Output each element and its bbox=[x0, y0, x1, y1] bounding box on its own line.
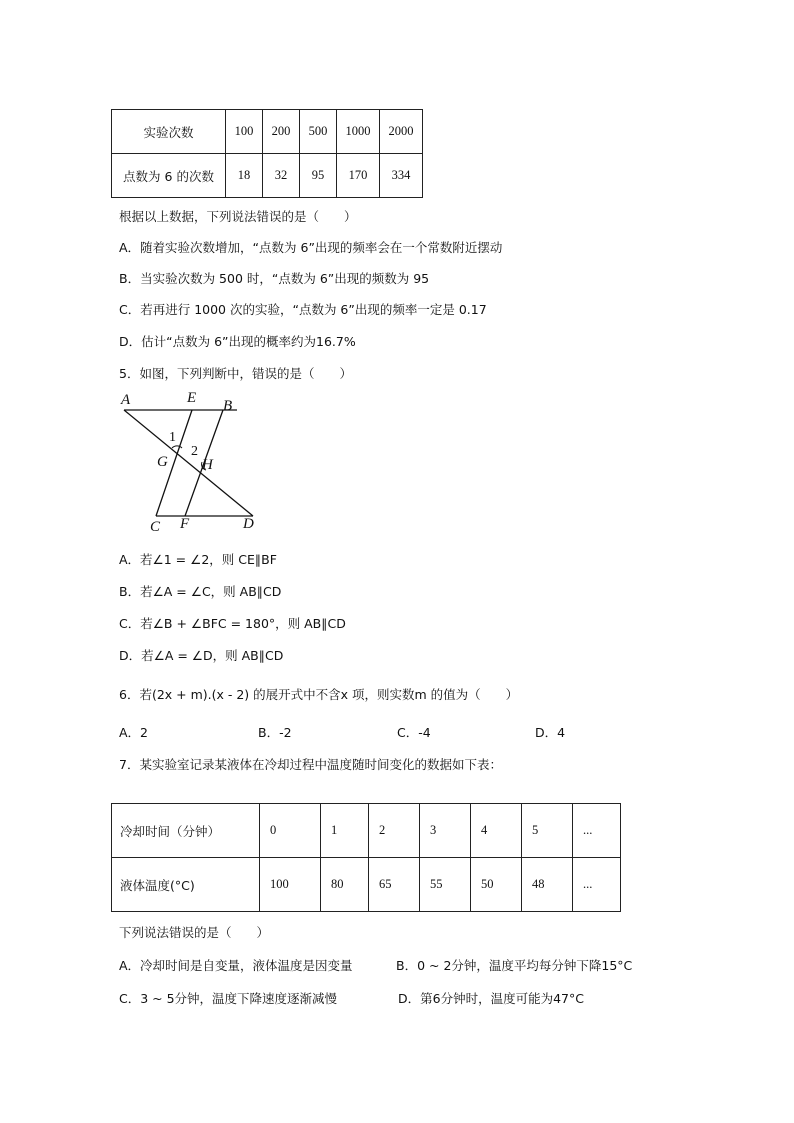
angle-label-2: 2 bbox=[191, 444, 198, 459]
option-d: D．第6分钟时，温度可能为47°C bbox=[398, 991, 584, 1006]
option-c: C．若∠B + ∠BFC = 180°，则 AB∥CD bbox=[119, 616, 346, 631]
table-header-cell: 点数为 6 的次数 bbox=[112, 154, 226, 198]
table-header-cell: 冷却时间（分钟） bbox=[112, 804, 260, 858]
option-b: B．若∠A = ∠C，则 AB∥CD bbox=[119, 584, 282, 599]
table-row bbox=[112, 110, 423, 154]
table-cell: 18 bbox=[226, 154, 263, 198]
option-d: D．估计“点数为 6”出现的概率约为16.7% bbox=[119, 334, 356, 349]
table-cell: ... bbox=[573, 804, 621, 858]
option-b: B．0 ~ 2分钟，温度平均每分钟下降15°C bbox=[396, 958, 633, 973]
table-row bbox=[112, 804, 621, 858]
table-row bbox=[112, 154, 423, 198]
option-a: A．随着实验次数增加，“点数为 6”出现的频率会在一个常数附近摆动 bbox=[119, 240, 503, 255]
table-cell: 2 bbox=[369, 804, 420, 858]
table-cell: 55 bbox=[420, 858, 471, 912]
option-a: A．冷却时间是自变量，液体温度是因变量 bbox=[119, 958, 353, 973]
table-cell: 50 bbox=[471, 858, 522, 912]
dice-experiment-table bbox=[111, 109, 423, 198]
table-cell: 3 bbox=[420, 804, 471, 858]
cooling-data-table bbox=[111, 803, 621, 912]
table-cell: 5 bbox=[522, 804, 573, 858]
table-cell: 170 bbox=[337, 154, 380, 198]
point-label-h: H bbox=[202, 457, 213, 473]
table-row bbox=[112, 858, 621, 912]
question-stem: 5．如图，下列判断中，错误的是（ ） bbox=[119, 366, 352, 381]
point-label-g: G bbox=[157, 454, 168, 470]
table-cell: 1 bbox=[321, 804, 369, 858]
point-label-c: C bbox=[150, 519, 161, 535]
option-d: D．4 bbox=[535, 725, 566, 740]
option-b: B．当实验次数为 500 时，“点数为 6”出现的频数为 95 bbox=[119, 271, 430, 286]
table-cell: 500 bbox=[300, 110, 337, 154]
option-c: C．3 ~ 5分钟，温度下降速度逐渐减慢 bbox=[119, 991, 338, 1006]
table-cell: 100 bbox=[226, 110, 263, 154]
point-label-a: A bbox=[121, 392, 131, 408]
table-cell: 0 bbox=[260, 804, 321, 858]
point-label-e: E bbox=[187, 390, 197, 406]
table-cell: 95 bbox=[300, 154, 337, 198]
question-stem: 6．若(2x + m).(x - 2) 的展开式中不含x 项，则实数m 的值为（ ） bbox=[119, 687, 519, 702]
question-stem: 下列说法错误的是（ ） bbox=[119, 925, 270, 940]
point-label-d: D bbox=[243, 516, 254, 532]
table-header-cell: 液体温度(°C) bbox=[112, 858, 260, 912]
option-c: C．-4 bbox=[397, 725, 431, 740]
point-label-f: F bbox=[180, 516, 190, 532]
point-label-b: B bbox=[223, 398, 233, 414]
table-cell: 48 bbox=[522, 858, 573, 912]
table-cell: 32 bbox=[263, 154, 300, 198]
table-cell: 4 bbox=[471, 804, 522, 858]
table-cell: 200 bbox=[263, 110, 300, 154]
option-a: A．2 bbox=[119, 725, 149, 740]
question-stem: 7．某实验室记录某液体在冷却过程中温度随时间变化的数据如下表： bbox=[119, 757, 502, 772]
table-cell: 65 bbox=[369, 858, 420, 912]
table-cell: 80 bbox=[321, 858, 369, 912]
table-header-cell: 实验次数 bbox=[112, 110, 226, 154]
question-stem: 根据以上数据，下列说法错误的是（ ） bbox=[119, 209, 357, 224]
option-c: C．若再进行 1000 次的实验，“点数为 6”出现的频率一定是 0.17 bbox=[119, 302, 487, 317]
table-cell: 1000 bbox=[337, 110, 380, 154]
table-cell: 100 bbox=[260, 858, 321, 912]
option-a: A．若∠1 = ∠2，则 CE∥BF bbox=[119, 552, 277, 567]
table-cell: 2000 bbox=[380, 110, 423, 154]
angle-label-1: 1 bbox=[169, 430, 176, 445]
option-b: B．-2 bbox=[258, 725, 292, 740]
geometry-figure bbox=[110, 390, 270, 540]
table-cell: ... bbox=[573, 858, 621, 912]
table-cell: 334 bbox=[380, 154, 423, 198]
option-d: D．若∠A = ∠D，则 AB∥CD bbox=[119, 648, 284, 663]
